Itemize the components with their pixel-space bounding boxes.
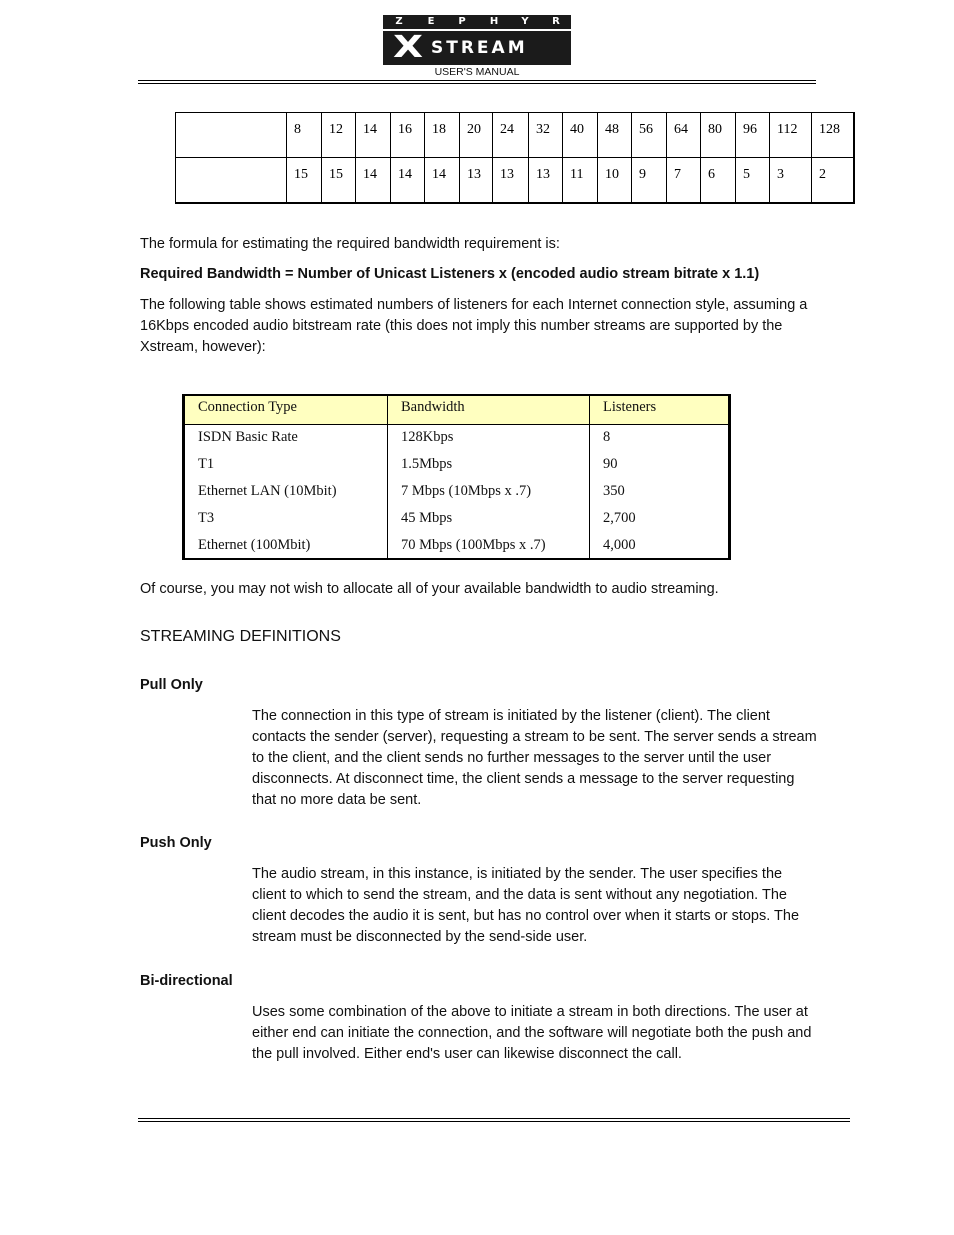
table-cell: 40	[563, 113, 598, 158]
table-cell: 128	[812, 113, 854, 158]
table-cell: 15	[322, 158, 356, 203]
table-cell: 90	[590, 451, 730, 478]
closing-paragraph: Of course, you may not wish to allocate all of your available bandwidth to audio streaming.	[140, 581, 719, 597]
table-cell: 112	[770, 113, 812, 158]
table-cell: 24	[493, 113, 529, 158]
table-row	[176, 113, 854, 158]
table-row	[176, 158, 854, 203]
table-cell: Ethernet LAN (10Mbit)	[184, 478, 388, 505]
table-row	[184, 451, 730, 478]
users-manual-label: USER'S MANUAL	[434, 66, 520, 78]
table-cell: ISDN Basic Rate	[184, 424, 388, 451]
table-cell: 14	[356, 113, 391, 158]
formula-intro: The formula for estimating the required bandwidth requirement is:	[140, 236, 560, 252]
table-cell: 4,000	[590, 532, 730, 559]
footer-rule	[138, 1118, 850, 1119]
table-cell: 9	[632, 158, 667, 203]
table-cell: 64	[667, 113, 701, 158]
section-heading: STREAMING DEFINITIONS	[140, 628, 341, 645]
table-intro-paragraph: The following table shows estimated numbers of listeners for each Internet connection style, assuming a 16Kbps encoded audio bitstream rate (this does not imply this number streams are supported by the Xstream, however):	[140, 297, 808, 355]
table-cell: 7	[667, 158, 701, 203]
table-cell: 7 Mbps (10Mbps x .7)	[388, 478, 590, 505]
column-header: Connection Type	[184, 395, 388, 424]
logo-letter: P	[458, 16, 466, 27]
table-cell: 80	[701, 113, 736, 158]
table-cell: 32	[529, 113, 563, 158]
logo-letter: E	[427, 16, 435, 27]
table-row	[184, 424, 730, 451]
logo-letter: R	[552, 16, 560, 27]
definition-body-pull-only: The connection in this type of stream is initiated by the listener (client). The client contacts the sender (server), requesting a stream to be sent. The server sends a stream to the client, and the client sends no further messages to the server until the user disconnects. At disconnect time, the client sends a message to the server requesting that no more data be sent.	[252, 708, 817, 808]
header-rule	[138, 80, 816, 81]
table-cell: 5	[736, 158, 770, 203]
table-cell	[176, 158, 287, 203]
logo-xstream-band	[383, 31, 571, 65]
table-cell: 56	[632, 113, 667, 158]
logo-letter: Z	[395, 16, 403, 27]
table-cell	[176, 113, 287, 158]
table-cell: 20	[460, 113, 493, 158]
zephyr-xstream-logo	[383, 15, 571, 65]
logo-letter: H	[489, 16, 499, 27]
table-cell: 128Kbps	[388, 424, 590, 451]
column-header: Bandwidth	[388, 395, 590, 424]
table-cell: 8	[590, 424, 730, 451]
header-rule	[138, 83, 816, 84]
table-cell: 48	[598, 113, 632, 158]
table-row	[184, 532, 730, 559]
footer-rule	[138, 1121, 850, 1122]
table-cell: 13	[460, 158, 493, 203]
column-header: Listeners	[590, 395, 730, 424]
table-cell: 15	[287, 158, 322, 203]
table-header-row	[184, 395, 730, 424]
table-cell: 16	[391, 113, 425, 158]
table-cell: 6	[701, 158, 736, 203]
logo-x: X	[393, 30, 424, 65]
table-cell: 11	[563, 158, 598, 203]
bandwidth-formula: Required Bandwidth = Number of Unicast Listeners x (encoded audio stream bitrate x 1.1)	[140, 266, 760, 282]
table-cell: 12	[322, 113, 356, 158]
definition-title-pull-only: Pull Only	[140, 677, 203, 693]
table-cell: 10	[598, 158, 632, 203]
definition-title-push-only: Push Only	[140, 835, 212, 851]
logo-zephyr-band	[383, 15, 571, 29]
table-cell: 18	[425, 113, 460, 158]
table-cell: 8	[287, 113, 322, 158]
table-cell: 45 Mbps	[388, 505, 590, 532]
table-cell: 14	[356, 158, 391, 203]
table-cell: Ethernet (100Mbit)	[184, 532, 388, 559]
table-cell: 14	[391, 158, 425, 203]
table-cell: T1	[184, 451, 388, 478]
table-cell: 2	[812, 158, 854, 203]
table-cell: T3	[184, 505, 388, 532]
table-cell: 2,700	[590, 505, 730, 532]
logo-letter: Y	[521, 16, 529, 27]
table-cell: 13	[529, 158, 563, 203]
definition-body-bi-directional: Uses some combination of the above to initiate a stream in both directions. The user at either end can initiate the connection, and the software will negotiate both the push and the pull involved. Either end's user can likewise disconnect the call.	[252, 1004, 812, 1062]
connection-bandwidth-table	[182, 394, 731, 560]
table-row	[184, 478, 730, 505]
definition-title-bi-directional: Bi-directional	[140, 973, 233, 989]
table-cell: 14	[425, 158, 460, 203]
table-cell: 3	[770, 158, 812, 203]
bitrate-table	[175, 112, 855, 204]
table-row	[184, 505, 730, 532]
logo-stream: STREAM	[431, 38, 528, 58]
table-cell: 96	[736, 113, 770, 158]
table-cell: 350	[590, 478, 730, 505]
table-cell: 70 Mbps (100Mbps x .7)	[388, 532, 590, 559]
table-cell: 1.5Mbps	[388, 451, 590, 478]
definition-body-push-only: The audio stream, in this instance, is initiated by the sender. The user specifies the client to which to send the stream, and the data is sent without any negotiation. The client decodes the audio it is sent, but has no control over when it starts or stops. The stream must be disconnected by the send-side user.	[252, 866, 800, 945]
table-cell: 13	[493, 158, 529, 203]
